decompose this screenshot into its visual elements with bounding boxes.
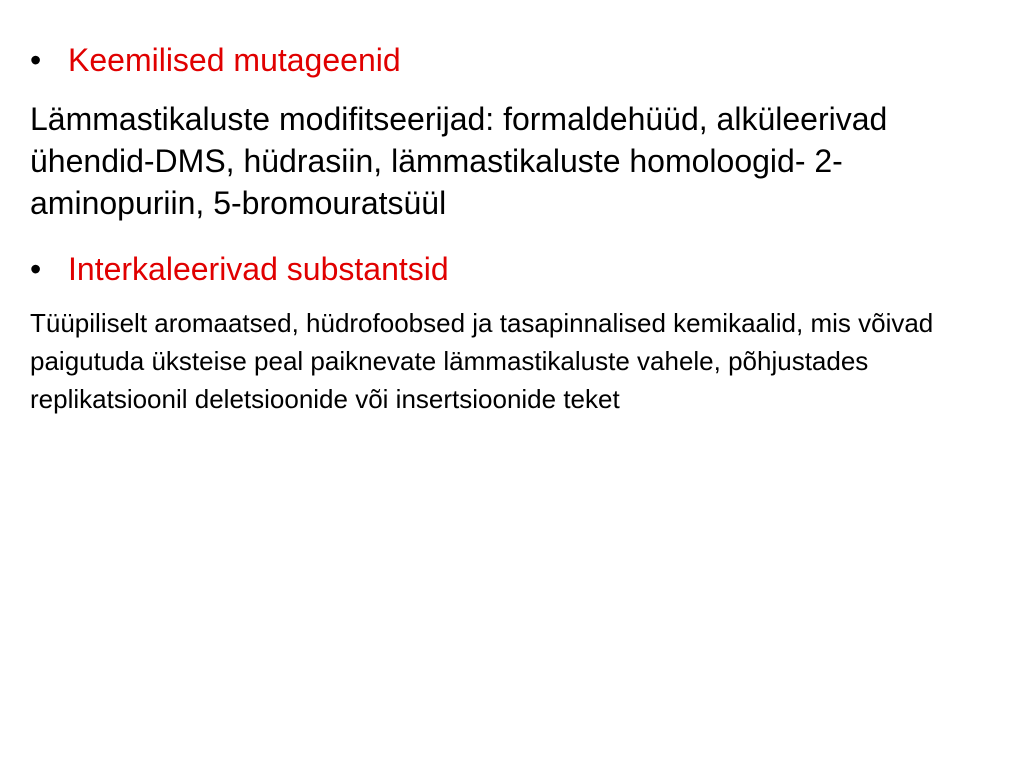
section-body-text: Lämmastikaluste modifitseerijad: formaldehüüd, alküleerivad ühendid-DMS, hüdrasiin, lämmastikaluste homoloogid- 2-aminopuriin, 5-bromouratsüül — [30, 101, 888, 221]
bullet-item-keemilised-mutageenid — [30, 41, 401, 79]
section-heading: Interkaleerivad substantsid — [68, 251, 449, 287]
bullet-item-interkaleerivad-substantsid — [30, 250, 449, 288]
bullet-point: • — [30, 42, 42, 78]
section-body-text: Tüüpiliselt aromaatsed, hüdrofoobsed ja tasapinnalised kemikaalid, mis võivad paigutuda üksteise peal paiknevate lämmastikaluste vahele, põhjustades replikatsioonil deletsioonide või insertsioonide teket — [30, 308, 934, 414]
section-heading: Keemilised mutageenid — [68, 42, 401, 78]
bullet-point: • — [30, 251, 42, 287]
